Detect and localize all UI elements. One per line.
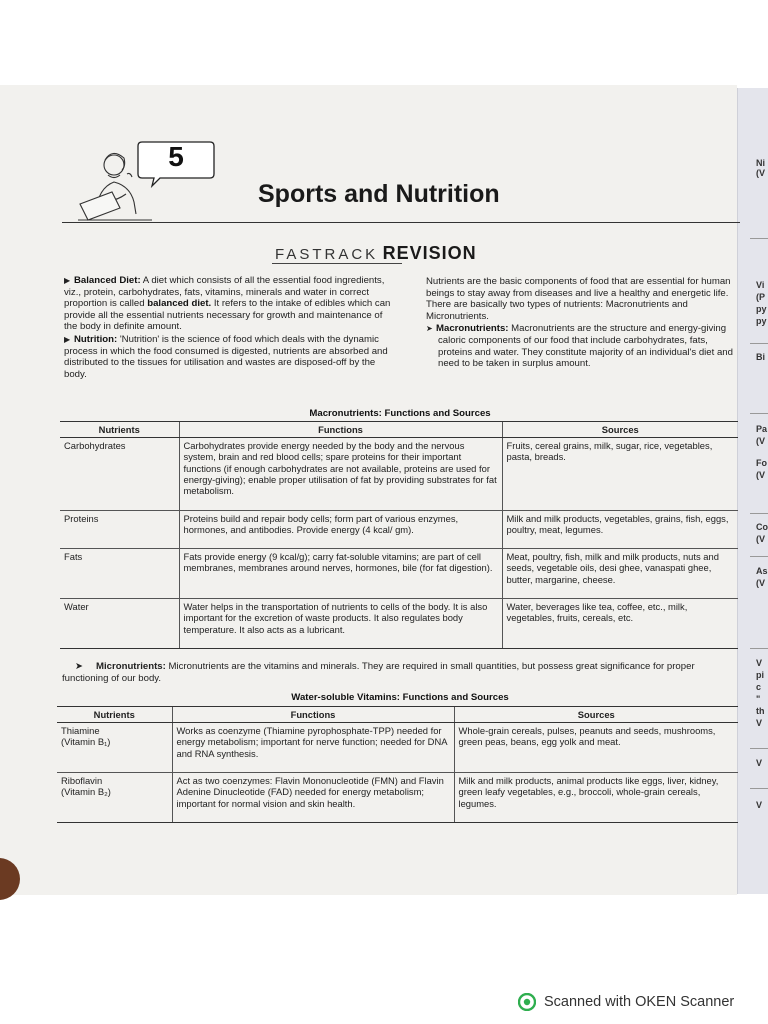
nutrition-text: 'Nutrition' is the science of food which deals with the dynamic process in which the food consumed is digested, nutrients are absorbed and distributed to the tissues for utilisation and wastes are disposed-off by the body. [64, 333, 388, 380]
edge-rule [750, 648, 768, 649]
edge-fragment: py [756, 316, 767, 326]
nutrient-cell [57, 723, 172, 773]
vitamin-table-caption: Water-soluble Vitamins: Functions and Sources [291, 692, 509, 703]
sources-cell: Meat, poultry, fish, milk and milk products, nuts and seeds, vegetable oils, desi ghee, vanaspati ghee, butter, margarine, cheese. [502, 549, 738, 599]
edge-rule [750, 513, 768, 514]
water-soluble-vitamins-table [57, 706, 738, 823]
nutrition-term: Nutrition: [74, 333, 118, 345]
column-header: Sources [502, 422, 738, 438]
intro-left-column [64, 275, 398, 381]
macro-table-caption: Macronutrients: Functions and Sources [309, 408, 491, 419]
nutrient-cell: Carbohydrates [60, 438, 179, 511]
nutrients-paragraph: Nutrients are the basic components of food that are essential for human beings to stay away from diseases and live a healthy and energetic life. There are basically two types of nutrients: Macronutrients and Micronutrients. [426, 276, 731, 322]
fastrack-underline [272, 263, 402, 264]
table-row [60, 599, 738, 649]
vitamin-name: Thiamine [61, 725, 100, 737]
table-header-row [60, 422, 738, 438]
sources-cell: Milk and milk products, animal products like eggs, liver, kidney, green leafy vegetables, e.g., broccoli, whole-grain cereals, legumes. [454, 773, 738, 823]
title-divider [62, 222, 740, 223]
edge-rule [750, 343, 768, 344]
arrow-icon: ➤ [426, 324, 433, 334]
watermark-text: Scanned with OKEN Scanner [544, 994, 735, 1010]
sources-cell: Whole-grain cereals, pulses, peanuts and seeds, mushrooms, green peas, beans, egg yolk and meat. [454, 723, 738, 773]
column-header: Sources [454, 707, 738, 723]
sources-cell: Fruits, cereal grains, milk, sugar, rice, vegetables, pasta, breads. [502, 438, 738, 511]
edge-fragment: (V [756, 534, 765, 544]
column-header: Nutrients [57, 707, 172, 723]
edge-rule [750, 556, 768, 557]
table-row [60, 511, 738, 549]
table-header-row [57, 707, 738, 723]
edge-fragment: As [756, 566, 768, 576]
edge-fragment: (V [756, 436, 765, 446]
nutrient-cell: Water [60, 599, 179, 649]
balanced-diet-text: A diet which consists of all the essential food ingredients, viz., protein, carbohydrates, fats, vitamins, minerals and water in correct proportion is called [64, 275, 385, 310]
edge-fragment: (V [756, 578, 765, 588]
functions-cell: Fats provide energy (9 kcal/g); carry fat-soluble vitamins; are part of cell membranes, membranes around nerves, hormones, bile (for fat digestion). [179, 549, 502, 599]
micronutrients-text: Micronutrients are the vitamins and minerals. They are required in small quantities, but possess great significance for proper functioning of our body. [62, 661, 695, 684]
balanced-diet-text-2: It refers to the intake of edibles which can provide all the essential nutrients necessary for growth and maintenance of the body in definite amount. [64, 298, 391, 333]
fastrack-label: FASTRACK [275, 246, 379, 263]
edge-fragment: Ni [756, 158, 765, 168]
column-header: Functions [179, 422, 502, 438]
arrow-icon: ➤ [74, 661, 84, 672]
balanced-diet-term: Balanced Diet: [74, 275, 141, 286]
edge-fragment: (V [756, 470, 765, 480]
sources-cell: Milk and milk products, vegetables, grains, fish, eggs, poultry, meat, legumes. [502, 511, 738, 549]
table-row [60, 438, 738, 511]
vitamin-code: (Vitamin B₂) [61, 786, 111, 798]
edge-fragment: V [756, 658, 763, 668]
edge-fragment: th [756, 706, 765, 716]
nutrient-cell: Fats [60, 549, 179, 599]
macronutrients-text: Macronutrients are the structure and energy-giving caloric components of our food that include carbohydrates, fats, proteins and water. They constitute majority of an individual's diet and need to be taken in surplus amount. [438, 323, 733, 370]
edge-fragment: c [756, 682, 762, 692]
edge-fragment: V [756, 718, 763, 728]
edge-rule [750, 413, 768, 414]
macronutrients-term: Macronutrients: [436, 323, 509, 335]
column-header: Functions [172, 707, 454, 723]
functions-cell: Carbohydrates provide energy needed by the body and the nervous system, brain and red blood cells; spare proteins for their important functions (if enough carbohydrates are not available, proteins are used for energy-giving); enable proper utilisation of fat by providing substrates for fat metabolism. [179, 438, 502, 511]
oken-scanner-logo-icon [518, 993, 536, 1011]
edge-fragment: V [756, 800, 763, 810]
functions-cell: Works as coenzyme (Thiamine pyrophosphate-TPP) needed for energy metabolism; important for nerve function; needed for DNA and RNA synthesis. [172, 723, 454, 773]
revision-label: REVISION [382, 243, 477, 263]
functions-cell: Water helps in the transportation of nutrients to cells of the body. It is also important for the excretion of waste products. It also regulates body temperature. It also acts as a lubricant. [179, 599, 502, 649]
bullet-icon: ▶ [64, 276, 71, 285]
edge-fragment: Co [756, 522, 768, 532]
balanced-diet-point [64, 275, 398, 333]
vitamin-code: (Vitamin B₁) [61, 736, 111, 748]
adjacent-page-edge [737, 88, 768, 894]
nutrient-cell [57, 773, 172, 823]
bullet-icon: ▶ [64, 334, 71, 344]
edge-fragment: Vi [756, 280, 765, 290]
nutrition-point [64, 334, 398, 380]
edge-rule [750, 788, 768, 789]
table-row [60, 549, 738, 599]
chapter-title: Sports and Nutrition [258, 180, 500, 208]
intro-right-column [426, 276, 738, 371]
macronutrients-table [60, 421, 738, 649]
edge-fragment: Fo [756, 458, 767, 468]
edge-fragment: py [756, 304, 767, 314]
edge-fragment: Bi [756, 352, 765, 362]
sources-cell: Water, beverages like tea, coffee, etc., milk, vegetables, fruits, cereals, etc. [502, 599, 738, 649]
nutrient-cell: Proteins [60, 511, 179, 549]
edge-fragment: V [756, 758, 763, 768]
edge-fragment: Pa [756, 424, 768, 434]
micronutrients-point [62, 661, 742, 685]
balanced-diet-bold: balanced diet. [147, 298, 212, 310]
chapter-number: 5 [168, 141, 184, 172]
column-header: Nutrients [60, 422, 179, 438]
fastrack-revision-heading [275, 243, 477, 264]
table-row [57, 773, 738, 823]
edge-fragment: " [756, 694, 761, 704]
macronutrients-point [426, 323, 738, 369]
edge-rule [750, 238, 768, 239]
table-row [57, 723, 738, 773]
vitamin-name: Riboflavin [61, 775, 103, 787]
edge-rule [750, 748, 768, 749]
functions-cell: Act as two coenzymes: Flavin Mononucleotide (FMN) and Flavin Adenine Dinucleotide (FAD) needed for energy metabolism; important for normal vision and skin health. [172, 773, 454, 823]
edge-fragment: pi [756, 670, 764, 680]
scanner-watermark [518, 993, 734, 1011]
edge-fragment: (P [756, 292, 765, 302]
micronutrients-term: Micronutrients: [96, 661, 166, 672]
edge-fragment: (V [756, 168, 765, 178]
functions-cell: Proteins build and repair body cells; form part of various enzymes, hormones, and antibodies. Provide energy (4 kcal/ gm). [179, 511, 502, 549]
